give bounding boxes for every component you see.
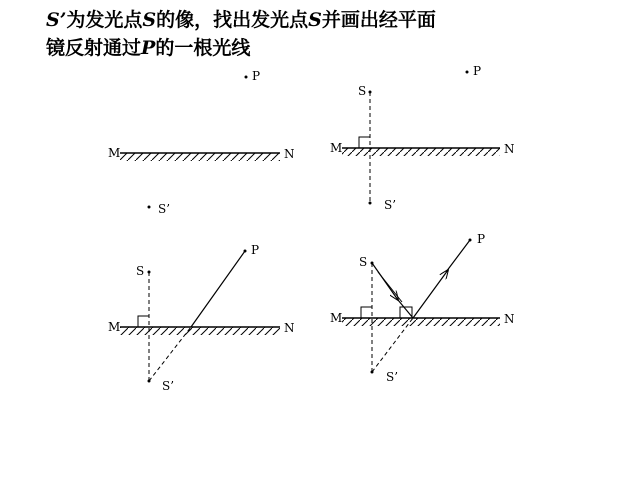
image-s-label: S’	[386, 370, 399, 384]
panel-step-connect-image	[108, 243, 295, 393]
image-s-label: S’	[162, 379, 175, 393]
mirror-hatching	[342, 148, 500, 156]
source-s-label: S	[136, 264, 145, 278]
mirror-label-m: M	[108, 146, 121, 160]
right-angle-mark	[138, 316, 149, 327]
mirror-label-m: M	[330, 311, 343, 325]
source-s-dot	[369, 91, 372, 94]
source-s-label: S	[358, 84, 367, 98]
title-text-3: 并画出经平面	[321, 9, 436, 31]
point-p-dot	[244, 250, 247, 253]
panel-answer	[330, 232, 515, 384]
reflected-ray	[191, 251, 245, 327]
point-p-label: P	[252, 69, 261, 83]
point-p-dot	[466, 71, 469, 74]
title-source-symbol: S	[142, 9, 157, 31]
mirror-hatching	[120, 153, 280, 161]
source-s-dot	[371, 262, 374, 265]
right-angle-mark	[359, 137, 370, 148]
point-p-dot	[469, 239, 472, 242]
point-p-dot	[245, 76, 248, 79]
mirror-label-m: M	[108, 320, 121, 334]
title-text-5: 的一根光线	[155, 37, 251, 59]
normal-angle-mark	[400, 307, 412, 318]
mirror-label-n: N	[284, 147, 295, 161]
right-angle-mark	[361, 307, 372, 318]
mirror-hatching	[342, 318, 500, 326]
image-s-label: S’	[158, 202, 171, 216]
point-p-label: P	[477, 232, 486, 246]
title-image-symbol: S’	[46, 9, 67, 31]
virtual-ray-dashed	[372, 318, 413, 372]
mirror-label-n: N	[504, 142, 515, 156]
mirror-label-n: N	[284, 321, 295, 335]
image-s-label: S’	[384, 198, 397, 212]
reflected-ray-tail	[446, 240, 470, 272]
mirror-hatching	[120, 327, 280, 335]
mirror-label-n: N	[504, 312, 515, 326]
reflected-ray	[413, 270, 448, 318]
point-p-label: P	[473, 64, 482, 78]
source-s-dot	[148, 271, 151, 274]
source-s-label: S	[359, 255, 368, 269]
mirror-label-m: M	[330, 141, 343, 155]
image-s-dot	[369, 202, 372, 205]
title-text-4: 镜反射通过	[46, 37, 142, 59]
point-p-label: P	[251, 243, 260, 257]
image-s-dot	[148, 206, 151, 209]
title-text-1: 为发光点	[66, 9, 143, 31]
title-source-symbol-2: S	[308, 9, 322, 31]
incident-ray-upper	[378, 272, 402, 302]
title-text-2: 的像，找出发光点	[156, 9, 309, 31]
panel-step-find-source	[330, 64, 515, 212]
image-s-dot	[148, 380, 151, 383]
image-s-dot	[371, 371, 374, 374]
panel-question	[108, 69, 295, 216]
virtual-ray-dashed	[149, 327, 191, 381]
title-point-symbol: P	[141, 37, 156, 59]
